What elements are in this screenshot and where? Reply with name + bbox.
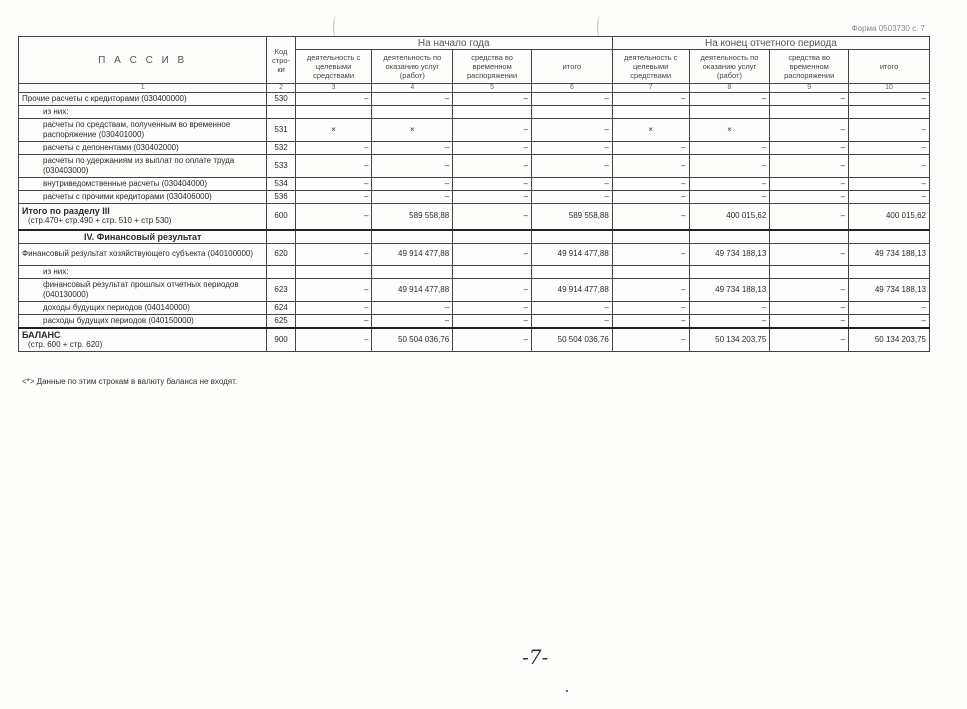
- empty-cell: [295, 230, 372, 244]
- row-label-formula: (стр. 600 + стр. 620): [28, 339, 103, 349]
- row-code: [267, 265, 295, 278]
- value-cell: –: [612, 328, 689, 352]
- value-cell: [770, 265, 849, 278]
- table-row: [19, 93, 930, 106]
- col-number: 10: [849, 84, 930, 93]
- col-number: 3: [295, 84, 372, 93]
- value-cell: –: [612, 191, 689, 204]
- value-cell: ×: [372, 119, 453, 142]
- value-cell: 49 734 188,13: [689, 243, 770, 265]
- value-cell: –: [770, 314, 849, 328]
- row-code: 900: [267, 328, 295, 352]
- value-cell: –: [770, 243, 849, 265]
- value-cell: –: [770, 93, 849, 106]
- empty-cell: [531, 230, 612, 244]
- value-cell: –: [372, 142, 453, 155]
- value-cell: 50 134 203,75: [849, 328, 930, 352]
- col-number: 2: [267, 84, 295, 93]
- value-cell: –: [849, 301, 930, 314]
- row-label: расчеты с депонентами (030402000): [19, 142, 267, 155]
- row-label: Прочие расчеты с кредиторами (030400000): [19, 93, 267, 106]
- row-code: 532: [267, 142, 295, 155]
- value-cell: 49 914 477,88: [372, 278, 453, 301]
- value-cell: [372, 106, 453, 119]
- value-cell: ×: [612, 119, 689, 142]
- value-cell: –: [849, 142, 930, 155]
- value-cell: [372, 265, 453, 278]
- value-cell: ×: [295, 119, 372, 142]
- value-cell: –: [612, 204, 689, 230]
- value-cell: –: [770, 204, 849, 230]
- empty-cell: [267, 230, 295, 244]
- scan-dot: [566, 690, 568, 692]
- table-row: [19, 314, 930, 328]
- value-cell: 589 558,88: [372, 204, 453, 230]
- value-cell: [689, 106, 770, 119]
- row-label-formula: (стр.470+ стр.490 + стр. 510 + стр 530): [28, 216, 172, 226]
- empty-cell: [849, 230, 930, 244]
- value-cell: 50 134 203,75: [689, 328, 770, 352]
- form-note: Форма 0503730 с. 7: [851, 24, 925, 33]
- row-code: 625: [267, 314, 295, 328]
- value-cell: [849, 265, 930, 278]
- value-cell: –: [453, 142, 532, 155]
- empty-cell: [689, 230, 770, 244]
- value-cell: –: [453, 191, 532, 204]
- value-cell: –: [453, 178, 532, 191]
- scan-mark: [597, 16, 604, 38]
- value-cell: –: [453, 155, 532, 178]
- value-cell: –: [612, 243, 689, 265]
- value-cell: –: [453, 93, 532, 106]
- table-row: [19, 265, 930, 278]
- value-cell: –: [295, 243, 372, 265]
- row-label: расходы будущих периодов (040150000): [19, 314, 267, 328]
- value-cell: –: [295, 278, 372, 301]
- empty-cell: [453, 230, 532, 244]
- value-cell: 400 015,62: [689, 204, 770, 230]
- footnote: <*> Данные по этим строкам в валюту баланса не входят.: [22, 377, 238, 386]
- begin-year-header: На начало года: [295, 37, 612, 50]
- value-cell: –: [770, 301, 849, 314]
- value-cell: [531, 265, 612, 278]
- empty-cell: [770, 230, 849, 244]
- value-cell: –: [453, 278, 532, 301]
- value-cell: –: [689, 178, 770, 191]
- value-cell: 49 914 477,88: [531, 243, 612, 265]
- value-cell: –: [770, 278, 849, 301]
- col-number: 4: [372, 84, 453, 93]
- value-cell: –: [453, 243, 532, 265]
- col-number: 8: [689, 84, 770, 93]
- row-code: 623: [267, 278, 295, 301]
- value-cell: –: [295, 301, 372, 314]
- value-cell: –: [770, 191, 849, 204]
- value-cell: –: [849, 191, 930, 204]
- value-cell: –: [612, 93, 689, 106]
- value-cell: –: [453, 328, 532, 352]
- value-cell: –: [612, 155, 689, 178]
- value-cell: 400 015,62: [849, 204, 930, 230]
- value-cell: –: [295, 142, 372, 155]
- table-row: [19, 230, 930, 244]
- value-cell: –: [372, 191, 453, 204]
- table-row: [19, 155, 930, 178]
- row-label: из них:: [19, 106, 267, 119]
- value-cell: –: [531, 93, 612, 106]
- end-period-header: На конец отчетного периода: [612, 37, 929, 50]
- value-cell: –: [295, 314, 372, 328]
- value-cell: [531, 106, 612, 119]
- table-row: [19, 119, 930, 142]
- col-target-begin: деятельность с целевыми средствами: [295, 50, 372, 84]
- row-code: 533: [267, 155, 295, 178]
- value-cell: –: [372, 301, 453, 314]
- value-cell: –: [689, 155, 770, 178]
- col-target-end: деятельность с целевыми средствами: [612, 50, 689, 84]
- row-code: 530: [267, 93, 295, 106]
- row-code: 620: [267, 243, 295, 265]
- value-cell: –: [453, 314, 532, 328]
- value-cell: [689, 265, 770, 278]
- value-cell: –: [770, 155, 849, 178]
- value-cell: –: [849, 314, 930, 328]
- value-cell: –: [849, 178, 930, 191]
- empty-cell: [372, 230, 453, 244]
- value-cell: 49 914 477,88: [531, 278, 612, 301]
- row-label: финансовый результат прошлых отчетных периодов (040130000): [19, 278, 267, 301]
- row-label: расчеты с прочими кредиторами (030406000): [19, 191, 267, 204]
- value-cell: –: [531, 178, 612, 191]
- value-cell: –: [531, 142, 612, 155]
- value-cell: –: [849, 155, 930, 178]
- value-cell: [770, 106, 849, 119]
- value-cell: –: [531, 191, 612, 204]
- column-number-row: [19, 84, 930, 93]
- value-cell: 49 734 188,13: [849, 278, 930, 301]
- row-label: расчеты по удержаниям из выплат по оплате труда (030403000): [19, 155, 267, 178]
- value-cell: –: [770, 178, 849, 191]
- value-cell: –: [612, 278, 689, 301]
- value-cell: [295, 265, 372, 278]
- col-number: 9: [770, 84, 849, 93]
- value-cell: –: [612, 301, 689, 314]
- value-cell: –: [689, 314, 770, 328]
- value-cell: –: [295, 178, 372, 191]
- value-cell: –: [849, 93, 930, 106]
- value-cell: 49 734 188,13: [849, 243, 930, 265]
- passiv-header: П А С С И В: [19, 37, 267, 84]
- liabilities-table: [18, 36, 930, 352]
- value-cell: –: [453, 204, 532, 230]
- value-cell: 50 504 036,76: [372, 328, 453, 352]
- section-title: IV. Финансовый результат: [19, 230, 267, 244]
- value-cell: –: [689, 142, 770, 155]
- table-row: [19, 191, 930, 204]
- value-cell: –: [295, 328, 372, 352]
- value-cell: [295, 106, 372, 119]
- value-cell: –: [612, 178, 689, 191]
- value-cell: [453, 106, 532, 119]
- value-cell: –: [372, 155, 453, 178]
- table-row: [19, 328, 930, 352]
- value-cell: 49 914 477,88: [372, 243, 453, 265]
- value-cell: [612, 106, 689, 119]
- balance-sheet: [18, 36, 930, 352]
- row-code: 531: [267, 119, 295, 142]
- table-row: [19, 204, 930, 230]
- value-cell: –: [295, 155, 372, 178]
- empty-cell: [612, 230, 689, 244]
- value-cell: –: [453, 301, 532, 314]
- col-services-begin: деятельность по оказанию услуг (работ): [372, 50, 453, 84]
- row-label: доходы будущих периодов (040140000): [19, 301, 267, 314]
- table-row: [19, 301, 930, 314]
- row-code: 624: [267, 301, 295, 314]
- value-cell: –: [612, 142, 689, 155]
- value-cell: –: [531, 314, 612, 328]
- value-cell: –: [689, 301, 770, 314]
- value-cell: –: [531, 301, 612, 314]
- value-cell: –: [531, 119, 612, 142]
- table-row: [19, 243, 930, 265]
- col-temporary-begin: средства во временном распоряжении: [453, 50, 532, 84]
- col-total-end: итого: [849, 50, 930, 84]
- value-cell: –: [849, 119, 930, 142]
- value-cell: –: [770, 328, 849, 352]
- row-label: из них:: [19, 265, 267, 278]
- row-label: внутриведомственные расчеты (030404000): [19, 178, 267, 191]
- table-row: [19, 178, 930, 191]
- value-cell: –: [453, 119, 532, 142]
- value-cell: –: [689, 191, 770, 204]
- row-code: [267, 106, 295, 119]
- page-number: -7-: [522, 645, 549, 669]
- value-cell: [849, 106, 930, 119]
- col-services-end: деятельность по оказанию услуг (работ): [689, 50, 770, 84]
- value-cell: –: [770, 142, 849, 155]
- value-cell: –: [295, 191, 372, 204]
- value-cell: –: [770, 119, 849, 142]
- col-number: 1: [19, 84, 267, 93]
- col-number: 7: [612, 84, 689, 93]
- value-cell: –: [372, 93, 453, 106]
- row-code: 600: [267, 204, 295, 230]
- row-label: расчеты по средствам, полученным во временное распоряжение (030401000): [19, 119, 267, 142]
- value-cell: [453, 265, 532, 278]
- code-header: Код стро-ки: [267, 37, 295, 84]
- value-cell: –: [295, 204, 372, 230]
- row-label: [19, 204, 267, 230]
- row-label-main: БАЛАНС: [22, 329, 61, 340]
- value-cell: –: [295, 93, 372, 106]
- row-label: Финансовый результат хозяйствующего субъекта (040100000): [19, 243, 267, 265]
- value-cell: –: [612, 314, 689, 328]
- table-row: [19, 142, 930, 155]
- value-cell: 50 504 036,76: [531, 328, 612, 352]
- row-label-main: Итого по разделу III: [22, 206, 110, 217]
- table-row: [19, 278, 930, 301]
- value-cell: –: [689, 93, 770, 106]
- value-cell: –: [372, 314, 453, 328]
- value-cell: ×: [689, 119, 770, 142]
- col-total-begin: итого: [531, 50, 612, 84]
- value-cell: [612, 265, 689, 278]
- col-number: 6: [531, 84, 612, 93]
- col-temporary-end: средства во временном распоряжении: [770, 50, 849, 84]
- value-cell: –: [531, 155, 612, 178]
- value-cell: 49 734 188,13: [689, 278, 770, 301]
- row-code: 536: [267, 191, 295, 204]
- value-cell: 589 558,88: [531, 204, 612, 230]
- row-code: 534: [267, 178, 295, 191]
- value-cell: –: [372, 178, 453, 191]
- scan-mark: [333, 16, 340, 38]
- row-label: [19, 328, 267, 352]
- table-row: [19, 106, 930, 119]
- col-number: 5: [453, 84, 532, 93]
